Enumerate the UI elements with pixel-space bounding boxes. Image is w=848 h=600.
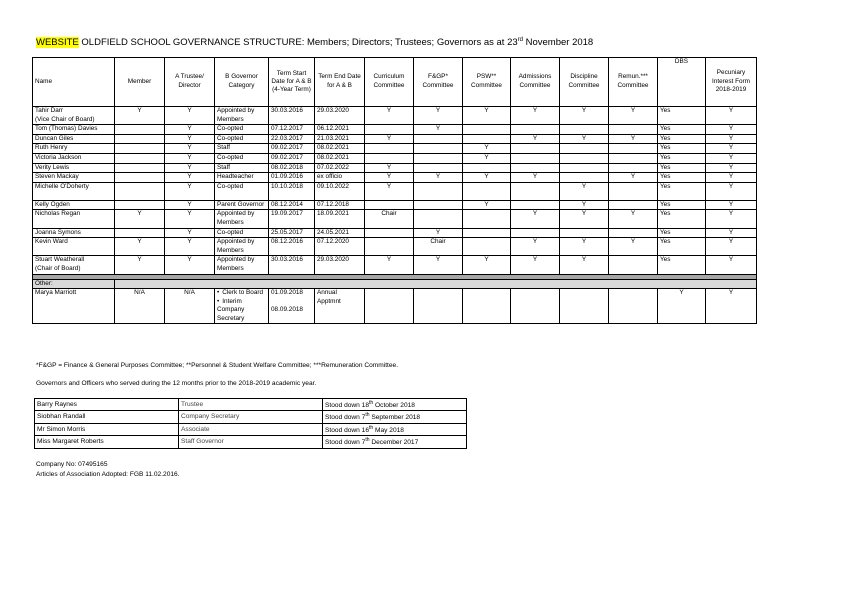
pif-cell: Y xyxy=(706,144,757,154)
dbs-cell: Yes xyxy=(658,173,706,183)
category-cell: Co-opted xyxy=(215,182,269,200)
category-cell: Co-opted xyxy=(215,228,269,238)
fgp-cell: Y xyxy=(414,107,463,125)
disc-cell: Y xyxy=(560,256,609,274)
governor-name: Tom (Thomas) Davies xyxy=(35,125,98,133)
fgp-cell xyxy=(414,200,463,210)
stood-down-month: October 2018 xyxy=(375,402,415,410)
pif-cell: Y xyxy=(706,256,757,274)
adm-cell: Y xyxy=(511,134,560,144)
disc-cell: Y xyxy=(560,200,609,210)
rem-cell: Y xyxy=(609,134,658,144)
start-cell: 19.09.2017 xyxy=(269,210,315,228)
former-role: Associate xyxy=(179,423,323,435)
name-cell: Marya Marriott xyxy=(33,289,115,324)
company-number: Company No: 07495165 xyxy=(36,461,108,468)
governor-name: Duncan Giles xyxy=(35,134,74,142)
governor-name: Verity Lewis xyxy=(35,163,70,171)
stood-down-prefix: Stood down 18 xyxy=(325,402,369,410)
trustee-cell: Y xyxy=(165,153,215,163)
rem-cell: Y xyxy=(609,238,658,256)
governor-name: Victoria Jackson xyxy=(35,153,82,161)
end-cell: 29.03.2020 xyxy=(315,256,365,274)
governor-name: Kelly Ogden xyxy=(35,200,70,208)
psw-cell xyxy=(463,228,511,238)
page-title xyxy=(36,37,593,48)
dbs-cell: Yes xyxy=(658,182,706,200)
end-cell: 24.05.2021 xyxy=(315,228,365,238)
start-cell: 08.02.2018 xyxy=(269,163,315,173)
dbs-cell: Yes xyxy=(658,134,706,144)
start-cell xyxy=(269,289,315,324)
former-row xyxy=(35,436,467,448)
member-cell xyxy=(115,134,165,144)
trustee-cell: Y xyxy=(165,107,215,125)
end-cell: 07.02.2022 xyxy=(315,163,365,173)
dbs-cell: Y xyxy=(658,289,706,324)
member-cell: Y xyxy=(115,210,165,228)
pif-cell: Y xyxy=(706,200,757,210)
table-row xyxy=(33,125,757,135)
rem-cell xyxy=(609,153,658,163)
name-cell xyxy=(33,238,115,256)
psw-cell xyxy=(463,125,511,135)
disc-cell xyxy=(560,228,609,238)
stood-down-date xyxy=(323,423,467,435)
ordinal-suffix: th xyxy=(365,412,370,419)
dbs-cell: Yes xyxy=(658,228,706,238)
title-sup: rd xyxy=(517,37,523,43)
table-row xyxy=(33,228,757,238)
member-cell: Y xyxy=(115,238,165,256)
other-label: Other: xyxy=(33,279,115,289)
fgp-cell: Y xyxy=(414,256,463,274)
name-cell xyxy=(33,182,115,200)
start-cell: 09.02.2017 xyxy=(269,144,315,154)
member-cell xyxy=(115,144,165,154)
category-cell: Co-opted xyxy=(215,125,269,135)
adm-cell xyxy=(511,163,560,173)
psw-cell xyxy=(463,210,511,228)
psw-cell: Y xyxy=(463,153,511,163)
fgp-cell: Y xyxy=(414,125,463,135)
rem-cell xyxy=(609,182,658,200)
psw-cell: Y xyxy=(463,200,511,210)
table-row xyxy=(33,163,757,173)
former-name: Miss Margaret Roberts xyxy=(35,436,179,448)
trustee-cell: Y xyxy=(165,182,215,200)
category-cell xyxy=(215,289,269,324)
category-cell: Co-opted xyxy=(215,134,269,144)
stood-down-month: September 2018 xyxy=(371,414,421,422)
column-header: PSW** Committee xyxy=(463,58,511,107)
governance-table xyxy=(32,57,757,324)
articles-adopted: Articles of Association Adopted: FGB 11.02.2016. xyxy=(36,471,180,478)
pif-cell: Y xyxy=(706,210,757,228)
column-header: Member xyxy=(115,58,165,107)
former-row xyxy=(35,423,467,435)
disc-cell xyxy=(560,153,609,163)
member-cell: Y xyxy=(115,107,165,125)
table-row xyxy=(33,173,757,183)
adm-cell: Y xyxy=(511,210,560,228)
start-cell: 08.12.2016 xyxy=(269,238,315,256)
adm-cell: Y xyxy=(511,238,560,256)
rem-cell xyxy=(609,200,658,210)
category-cell: Appointed by Members xyxy=(215,107,269,125)
psw-cell xyxy=(463,182,511,200)
column-header: A Trustee/ Director xyxy=(165,58,215,107)
governor-name: Joanna Symons xyxy=(35,228,81,236)
psw-cell xyxy=(463,134,511,144)
curr-cell xyxy=(365,153,414,163)
table-row-marriott xyxy=(33,289,757,324)
name-cell xyxy=(33,125,115,135)
company-secretary-bullet: • Interim Company Secretary xyxy=(217,298,266,324)
table-header-row xyxy=(33,58,757,107)
end-cell: 06.12.2021 xyxy=(315,125,365,135)
pif-cell: Y xyxy=(706,182,757,200)
table-row xyxy=(33,107,757,125)
end-cell: Annual Apptmnt xyxy=(315,289,365,324)
table-row xyxy=(33,256,757,274)
former-role: Staff Governor xyxy=(179,436,323,448)
ordinal-suffix: th xyxy=(369,424,374,431)
psw-cell: Y xyxy=(463,256,511,274)
dbs-cell: Yes xyxy=(658,163,706,173)
company-info xyxy=(36,460,180,480)
start-cell: 30.03.2016 xyxy=(269,107,315,125)
former-row xyxy=(35,411,467,423)
curr-cell: Y xyxy=(365,256,414,274)
member-cell: N/A xyxy=(115,289,165,324)
pif-cell: Y xyxy=(706,107,757,125)
start-cell: 22.03.2017 xyxy=(269,134,315,144)
trustee-cell: Y xyxy=(165,163,215,173)
member-cell xyxy=(115,228,165,238)
title-text: OLDFIELD SCHOOL GOVERNANCE STRUCTURE: Members; Directors; Trustees; Governors as at 23 xyxy=(81,37,518,49)
rem-cell: Y xyxy=(609,173,658,183)
name-cell xyxy=(33,173,115,183)
dbs-cell: Yes xyxy=(658,125,706,135)
dbs-cell: Yes xyxy=(658,256,706,274)
curr-cell: Y xyxy=(365,134,414,144)
fgp-cell xyxy=(414,210,463,228)
former-role: Company Secretary xyxy=(179,411,323,423)
start-cell: 30.03.2016 xyxy=(269,256,315,274)
end-cell: 18.09.2021 xyxy=(315,210,365,228)
end-cell: 08.02.2021 xyxy=(315,153,365,163)
trustee-cell: Y xyxy=(165,210,215,228)
column-header: B Governor Category xyxy=(215,58,269,107)
pif-cell: Y xyxy=(706,153,757,163)
adm-cell xyxy=(511,144,560,154)
category-cell: Staff xyxy=(215,163,269,173)
pif-cell: Y xyxy=(706,289,757,324)
disc-cell xyxy=(560,125,609,135)
trustee-cell: Y xyxy=(165,125,215,135)
name-cell xyxy=(33,144,115,154)
adm-cell xyxy=(511,228,560,238)
start-cell: 08.12.2014 xyxy=(269,200,315,210)
disc-cell: Y xyxy=(560,134,609,144)
curr-cell: Y xyxy=(365,107,414,125)
end-cell: 08.02.2021 xyxy=(315,144,365,154)
member-cell xyxy=(115,200,165,210)
fgp-cell xyxy=(414,163,463,173)
adm-cell xyxy=(511,200,560,210)
table-row xyxy=(33,144,757,154)
name-cell xyxy=(33,107,115,125)
start-cell: 01.09.2016 xyxy=(269,173,315,183)
fgp-cell xyxy=(414,134,463,144)
fgp-cell: Chair xyxy=(414,238,463,256)
column-header: Term End Date for A & B xyxy=(315,58,365,107)
table-row xyxy=(33,200,757,210)
end-cell: 07.12.2018 xyxy=(315,200,365,210)
table-row xyxy=(33,153,757,163)
curr-cell: Y xyxy=(365,163,414,173)
governor-name: Steven Mackay xyxy=(35,173,79,181)
dbs-cell: Yes xyxy=(658,238,706,256)
category-cell: Headteacher xyxy=(215,173,269,183)
rem-cell xyxy=(609,163,658,173)
pif-cell: Y xyxy=(706,173,757,183)
column-header: Name xyxy=(33,58,115,107)
disc-cell xyxy=(560,173,609,183)
dbs-cell: Yes xyxy=(658,200,706,210)
end-cell: 09.10.2022 xyxy=(315,182,365,200)
start-date-1: 01.09.2018 xyxy=(271,289,303,297)
name-cell xyxy=(33,163,115,173)
curr-cell: Chair xyxy=(365,210,414,228)
start-cell: 09.02.2017 xyxy=(269,153,315,163)
end-cell: 21.03.2021 xyxy=(315,134,365,144)
disc-cell xyxy=(560,144,609,154)
column-header: Remun.*** Committee xyxy=(609,58,658,107)
governor-name: Ruth Henry xyxy=(35,144,68,152)
start-cell: 07.12.2017 xyxy=(269,125,315,135)
title-suffix: November 2018 xyxy=(525,37,594,49)
fgp-cell: Y xyxy=(414,173,463,183)
category-cell: Appointed by Members xyxy=(215,238,269,256)
footnote: *F&GP = Finance & General Purposes Committee; **Personnel & Student Welfare Committee; ***Remuneration Committee. xyxy=(36,362,399,369)
dbs-cell: Yes xyxy=(658,210,706,228)
table-row xyxy=(33,134,757,144)
rem-cell xyxy=(609,125,658,135)
trustee-cell: Y xyxy=(165,238,215,256)
disc-cell xyxy=(560,163,609,173)
governor-role-note: (Vice Chair of Board) xyxy=(35,115,95,123)
governor-name: Kevin Ward xyxy=(35,238,68,246)
member-cell xyxy=(115,125,165,135)
name-cell xyxy=(33,134,115,144)
start-cell: 25.05.2017 xyxy=(269,228,315,238)
governor-name: Stuart Weatherall xyxy=(35,256,85,264)
category-cell: Appointed by Members xyxy=(215,256,269,274)
fgp-cell: Y xyxy=(414,228,463,238)
trustee-cell: Y xyxy=(165,134,215,144)
trustee-cell: Y xyxy=(165,144,215,154)
disc-cell: Y xyxy=(560,238,609,256)
disc-cell: Y xyxy=(560,210,609,228)
former-name: Mr Simon Morris xyxy=(35,423,179,435)
start-date-2: 08.09.2018 xyxy=(271,306,303,314)
name-cell xyxy=(33,228,115,238)
adm-cell xyxy=(511,153,560,163)
name-cell xyxy=(33,256,115,274)
category-cell: Co-opted xyxy=(215,153,269,163)
other-row xyxy=(33,279,757,289)
adm-cell xyxy=(511,125,560,135)
governor-name: Tahir Darr xyxy=(35,107,64,114)
fgp-cell xyxy=(414,182,463,200)
governor-role-note: (Chair of Board) xyxy=(35,264,81,272)
adm-cell xyxy=(511,182,560,200)
former-row xyxy=(35,399,467,411)
rem-cell xyxy=(609,256,658,274)
curr-cell: Y xyxy=(365,182,414,200)
adm-cell: Y xyxy=(511,107,560,125)
fgp-cell xyxy=(414,153,463,163)
category-cell: Parent Governor xyxy=(215,200,269,210)
column-header: Admissions Committee xyxy=(511,58,560,107)
rem-cell xyxy=(609,144,658,154)
disc-cell: Y xyxy=(560,182,609,200)
trustee-cell: Y xyxy=(165,173,215,183)
psw-cell: Y xyxy=(463,107,511,125)
clerk-bullet: • Clerk to Board xyxy=(217,289,266,298)
former-role: Trustee xyxy=(179,399,323,411)
curr-cell xyxy=(365,238,414,256)
psw-cell xyxy=(463,238,511,256)
table-row xyxy=(33,238,757,256)
rem-cell: Y xyxy=(609,210,658,228)
stood-down-prefix: Stood down 7 xyxy=(325,439,366,447)
stood-down-prefix: Stood down 16 xyxy=(325,426,369,434)
table-row xyxy=(33,210,757,228)
rem-cell xyxy=(609,228,658,238)
former-heading: Governors and Officers who served during the 12 months prior to the 2018-2019 academic year. xyxy=(36,380,317,387)
psw-cell: Y xyxy=(463,144,511,154)
member-cell xyxy=(115,173,165,183)
curr-cell: Y xyxy=(365,173,414,183)
disc-cell: Y xyxy=(560,107,609,125)
column-header: F&GP* Committee xyxy=(414,58,463,107)
trustee-cell: Y xyxy=(165,228,215,238)
curr-cell xyxy=(365,228,414,238)
psw-cell: Y xyxy=(463,173,511,183)
end-cell: 07.12.2020 xyxy=(315,238,365,256)
former-name: Siobhan Randall xyxy=(35,411,179,423)
former-members-table xyxy=(34,398,467,449)
curr-cell xyxy=(365,144,414,154)
curr-cell xyxy=(365,125,414,135)
dbs-cell: Yes xyxy=(658,144,706,154)
trustee-cell: N/A xyxy=(165,289,215,324)
start-cell: 10.10.2018 xyxy=(269,182,315,200)
trustee-cell: Y xyxy=(165,200,215,210)
pif-cell: Y xyxy=(706,228,757,238)
column-header: Discipline Committee xyxy=(560,58,609,107)
pif-cell: Y xyxy=(706,125,757,135)
adm-cell: Y xyxy=(511,256,560,274)
pif-cell: Y xyxy=(706,134,757,144)
pif-cell: Y xyxy=(706,238,757,256)
column-header: Curriculum Committee xyxy=(365,58,414,107)
column-header: Pecuniary Interest Form 2018-2019 xyxy=(706,58,757,107)
member-cell xyxy=(115,153,165,163)
ordinal-suffix: th xyxy=(369,400,374,406)
table-body xyxy=(33,107,757,324)
pif-cell: Y xyxy=(706,163,757,173)
curr-cell xyxy=(365,200,414,210)
stood-down-prefix: Stood down 7 xyxy=(325,414,366,422)
name-cell xyxy=(33,153,115,163)
former-name: Barry Raynes xyxy=(35,399,179,411)
stood-down-date xyxy=(323,399,467,411)
dbs-cell: Yes xyxy=(658,107,706,125)
adm-cell: Y xyxy=(511,173,560,183)
name-cell xyxy=(33,200,115,210)
stood-down-month: December 2017 xyxy=(371,439,419,447)
category-cell: Staff xyxy=(215,144,269,154)
stood-down-month: May 2018 xyxy=(375,426,404,434)
name-cell xyxy=(33,210,115,228)
dbs-cell: Yes xyxy=(658,153,706,163)
rem-cell: Y xyxy=(609,107,658,125)
governor-name: Nicholas Regan xyxy=(35,210,81,218)
category-cell: Appointed by Members xyxy=(215,210,269,228)
column-header: Term Start Date for A & B (4-Year Term) xyxy=(269,58,315,107)
end-cell: ex officio xyxy=(315,173,365,183)
column-header: DBS xyxy=(658,58,706,107)
member-cell xyxy=(115,182,165,200)
stood-down-date xyxy=(323,436,467,448)
ordinal-suffix: th xyxy=(365,437,370,444)
member-cell: Y xyxy=(115,256,165,274)
psw-cell xyxy=(463,163,511,173)
governor-name: Michelle O'Doherty xyxy=(35,182,89,190)
member-cell xyxy=(115,163,165,173)
fgp-cell xyxy=(414,144,463,154)
trustee-cell: Y xyxy=(165,256,215,274)
stood-down-date xyxy=(323,411,467,423)
table-row xyxy=(33,182,757,200)
website-highlight: WEBSITE xyxy=(36,37,79,49)
end-cell: 29.03.2020 xyxy=(315,107,365,125)
